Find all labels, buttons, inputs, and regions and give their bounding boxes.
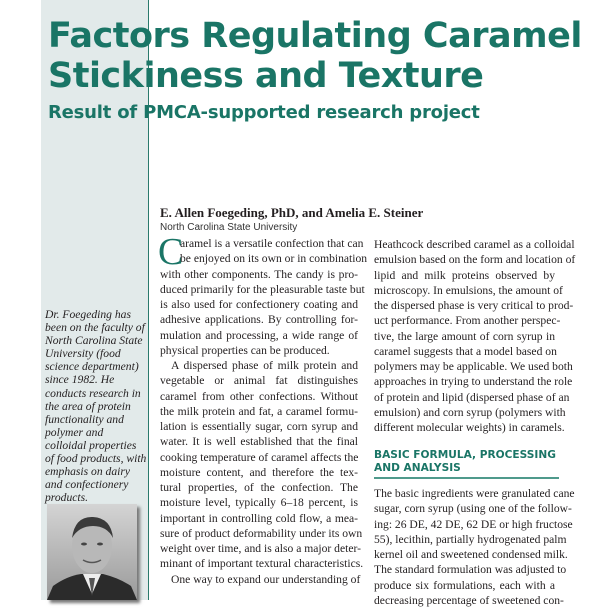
- text-line: water. It is well established that the final: [160, 435, 358, 449]
- text-line: lation is essentially sugar, corn syrup and: [160, 420, 358, 433]
- text-line: The standard formulation was adjusted to: [374, 563, 567, 577]
- text-line: the milk protein and fat, a caramel formu-: [160, 404, 358, 418]
- text-line: produce six formulations, each with a: [374, 578, 555, 592]
- text-line: the dispersed phase is very critical to prod-: [374, 299, 574, 312]
- text-line: minant of important textural characteristics.: [160, 557, 364, 571]
- text-line: sure of product deformability under its own: [160, 526, 363, 540]
- title-line-1: Factors Regulating Caramel: [48, 16, 582, 56]
- text-line: vegetable or animal fat distinguishes: [160, 374, 358, 388]
- body-column-right-section: [374, 486, 575, 608]
- text-line: adhesive applications. By controlling for-: [160, 313, 358, 327]
- text-line: different molecular weights) in caramels.: [374, 421, 565, 434]
- article-subtitle: Result of PMCA-supported research project: [48, 102, 480, 123]
- text-line: uct performance. From another perspec-: [374, 314, 561, 328]
- affiliation: North Carolina State University: [160, 222, 298, 233]
- text-line: ing: 26 DE, 42 DE, 62 DE or high fructose: [374, 517, 573, 531]
- text-line: The basic ingredients were granulated cane: [374, 487, 575, 500]
- text-line: approaches in trying to understand the role: [374, 375, 573, 389]
- body-column-right: [374, 237, 576, 435]
- title-line-2: Stickiness and Texture: [48, 56, 484, 96]
- text-line: cooking temperature of caramel affects the: [160, 450, 359, 464]
- text-line: Heathcock described caramel as a colloidal: [374, 238, 575, 251]
- text-line: caramel suggests that a model based on: [374, 344, 557, 358]
- portrait-image: [47, 504, 137, 600]
- text-line: is also used for confectionery coating and: [160, 298, 358, 311]
- text-line: tural properties, of the confection. The: [160, 481, 358, 494]
- text-line: emulsion based on the form and location of: [374, 253, 576, 267]
- text-line: moisture content, and therefore the tex-: [160, 465, 358, 479]
- author-bio: Dr. Foegeding has been on the faculty of North Carolina State University (food science department) since 1982. He conducts research in the area of protein functionality and polymer and colloidal properties of food products, with emphasis on dairy and confectionery products.: [45, 308, 147, 505]
- text-line: sugar, corn syrup (using one of the follow-: [374, 502, 572, 516]
- text-line: of protein and lipid (dispersed phase of an: [374, 390, 570, 404]
- text-line: duced primarily for the pleasurable taste but: [160, 282, 365, 296]
- text-line: moisture level, typically 6–18 percent, is: [160, 496, 358, 510]
- text-line: kernel oil and sweetened condensed milk.: [374, 548, 568, 561]
- text-line: emulsion) and corn syrup (polymers with: [374, 405, 566, 419]
- text-line: A dispersed phase of milk protein and: [171, 359, 358, 372]
- text-line: tive, the large amount of corn syrup in: [374, 329, 555, 343]
- text-line: decreasing percentage of sweetened con-: [374, 593, 564, 607]
- text-line: physical properties can be produced.: [160, 343, 330, 357]
- text-line: lipid and milk proteins observed by: [374, 268, 555, 282]
- body-column-left: [160, 236, 368, 587]
- authors: E. Allen Foegeding, PhD, and Amelia E. Steiner: [160, 205, 424, 220]
- text-line: caramel from other confections. Without: [160, 389, 358, 403]
- text-line: One way to expand our understanding of: [171, 572, 361, 586]
- text-line: important in controlling cold flow, a mea-: [160, 511, 358, 525]
- text-line: be enjoyed on its own or in combination: [180, 252, 368, 266]
- text-line: microscopy. In emulsions, the amount of: [374, 283, 563, 297]
- text-line: polymers may be applicable. We used both: [374, 360, 573, 373]
- author-photo: [47, 504, 137, 600]
- text-line: mulation and processing, a wide range of: [160, 328, 358, 342]
- drop-cap: C: [158, 231, 184, 273]
- text-line: weight over time, and is also a major deter-: [160, 542, 361, 555]
- text-line: aramel is a versatile confection that can: [180, 237, 364, 250]
- article-title: [48, 16, 582, 96]
- section-heading: BASIC FORMULA, PROCESSING AND ANALYSIS: [374, 449, 559, 479]
- text-line: 55), lecithin, partially hydrogenated palm: [374, 532, 567, 546]
- text-line: with other components. The candy is pro-: [160, 267, 358, 281]
